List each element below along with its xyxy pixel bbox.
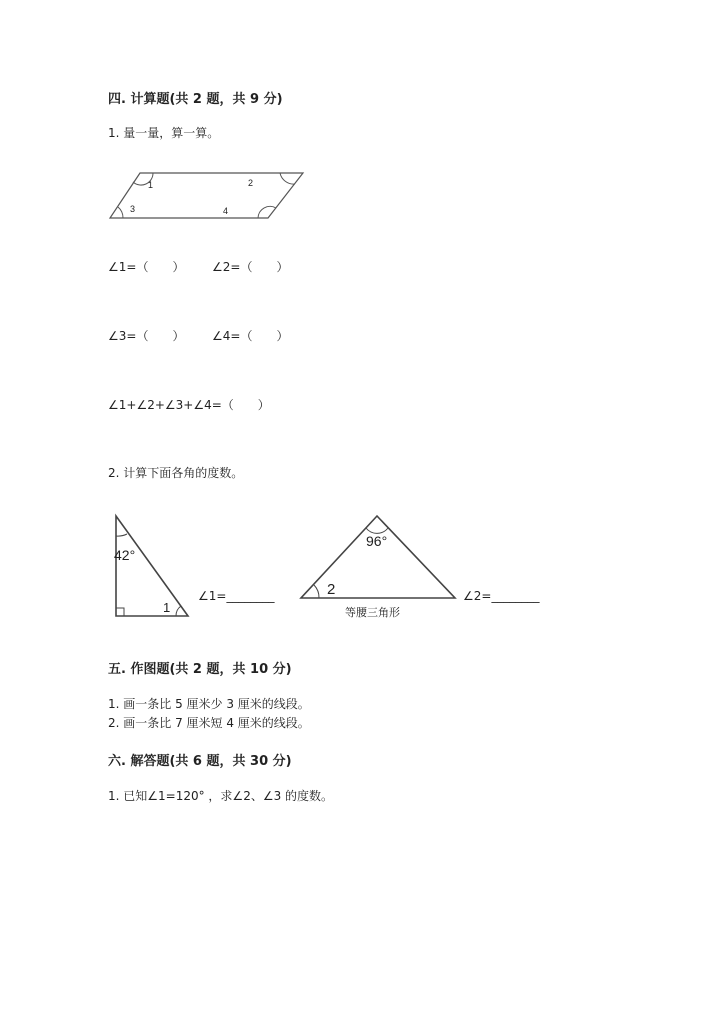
question-1-text: 1. 量一量，算一算。 [108,126,220,140]
isosceles-caption: 等腰三角形 [345,606,400,619]
angle-4-answer: ∠4=（ ） [212,329,289,343]
triangle1-answer: ∠1=________ [198,589,275,603]
angle-96-label: 96° [366,533,388,549]
right-triangle-figure [110,512,196,622]
figure-label-4: 4 [223,206,229,216]
triangle2-label-2: 2 [327,581,336,598]
angle-1-answer: ∠1=（ ） [108,260,185,274]
angle-arc-4 [258,206,276,218]
figure-label-2: 2 [248,178,254,188]
triangle2-answer: ∠2=________ [463,589,540,603]
triangle1-label-1: 1 [163,600,171,615]
question-2-text: 2. 计算下面各角的度数。 [108,466,244,480]
figure-label-1: 1 [148,180,154,190]
angle-arc-3 [118,207,123,218]
right-angle-mark [116,608,124,616]
top-angle-arc [116,534,127,536]
section4-heading: 四. 计算题(共 2 题，共 9 分) [108,92,283,107]
parallelogram-figure [105,168,310,224]
angle-3-answer: ∠3=（ ） [108,329,185,343]
section5-question-2: 2. 画一条比 7 厘米短 4 厘米的线段。 [108,716,310,730]
section6-heading: 六. 解答题(共 6 题，共 30 分) [108,754,292,769]
angle-sum-answer: ∠1+∠2+∠3+∠4=（ ） [108,398,270,412]
section5-heading: 五. 作图题(共 2 题，共 10 分) [108,662,292,677]
isosceles-triangle-figure [295,512,465,602]
section6-question-1: 1. 已知∠1=120° ，求∠2、∠3 的度数。 [108,789,334,803]
angle-arc-2 [280,173,295,184]
right-triangle-shape [116,516,188,616]
figure-label-3: 3 [130,204,136,214]
angle-2-arc [314,585,319,598]
parallelogram-shape [110,173,303,218]
section5-question-1: 1. 画一条比 5 厘米少 3 厘米的线段。 [108,697,310,711]
angle-42-label: 42° [114,547,136,563]
isosceles-triangle-shape [301,516,455,598]
angle-1-arc [176,606,181,616]
angle-2-answer: ∠2=（ ） [212,260,289,274]
